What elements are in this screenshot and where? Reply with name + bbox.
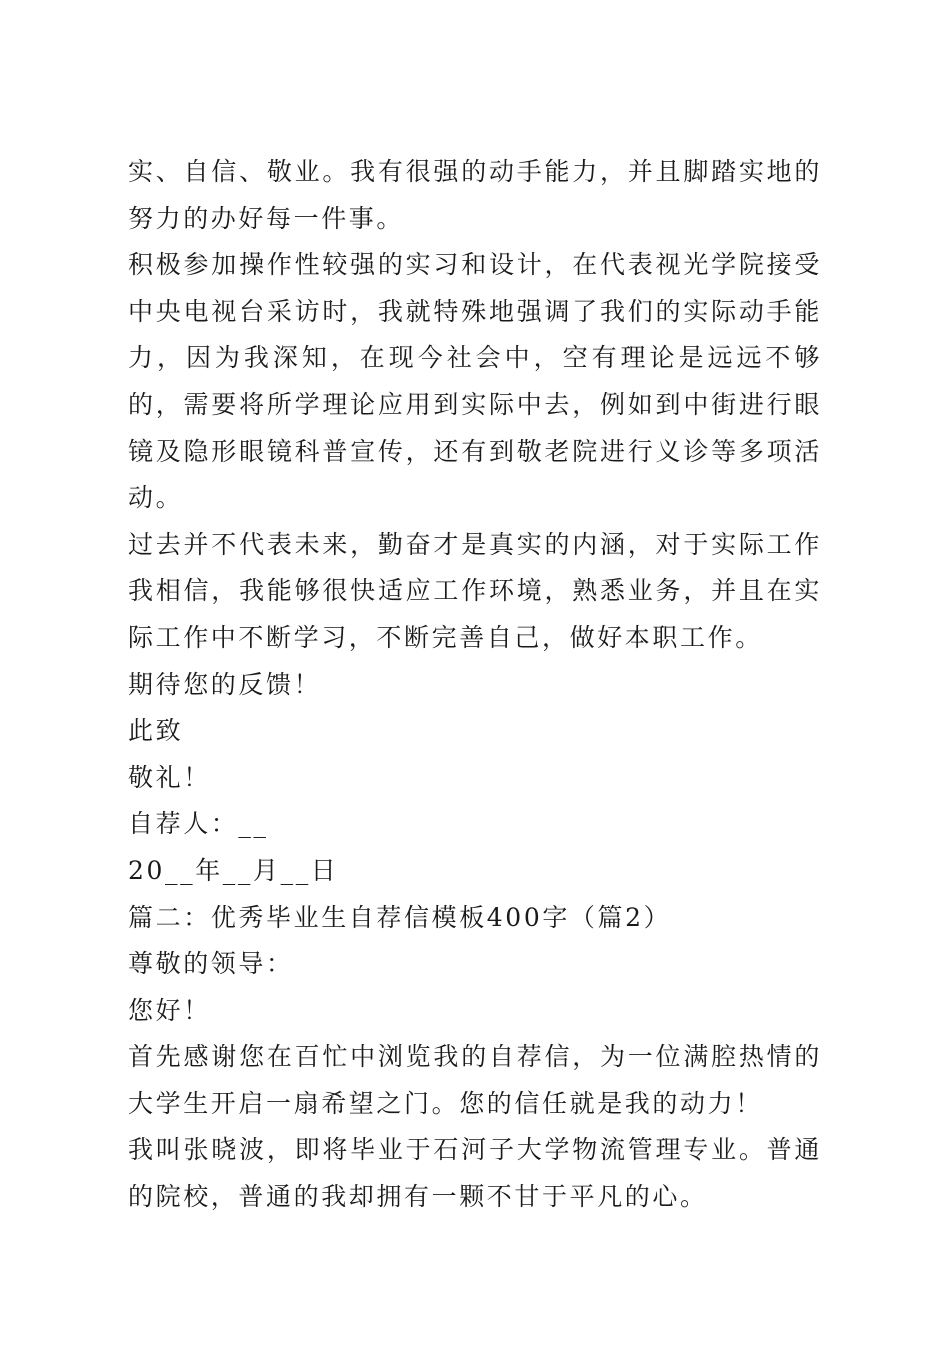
- paragraph-practice: 积极参加操作性较强的实习和设计，在代表视光学院接受中央电视台采访时，我就特殊地强调了我们的实际动手能力，因为我深知，在现今社会中，空有理论是远远不够的，需要将所学理论应用到实际中去，例如到中街进行眼镜及隐形眼镜科普宣传，还有到敬老院进行义诊等多项活动。: [128, 250, 822, 513]
- letter-body: [128, 149, 822, 1221]
- paragraph-future: 过去并不代表未来，勤奋才是真实的内涵，对于实际工作我相信，我能够很快适应工作环境，熟悉业务，并且在实际工作中不断学习，不断完善自己，做好本职工作。: [128, 529, 822, 652]
- signature-line: 自荐人：__: [128, 809, 269, 839]
- closing-expectation: 期待您的反馈！: [128, 669, 322, 699]
- section-heading: 篇二：优秀毕业生自荐信模板400字（篇2）: [128, 902, 672, 932]
- greeting-hello: 您好！: [128, 995, 211, 1025]
- greeting-recipient: 尊敬的领导：: [128, 949, 294, 979]
- paragraph-introduction: 我叫张晓波，即将毕业于石河子大学物流管理专业。普通的院校，普通的我却拥有一颗不甘于平凡的心。: [128, 1135, 822, 1212]
- closing-regards: 敬礼！: [128, 762, 211, 792]
- paragraph-continuation: 实、自信、敬业。我有很强的动手能力，并且脚踏实地的努力的办好每一件事。: [128, 157, 822, 233]
- closing-salutation: 此致: [128, 716, 184, 746]
- paragraph-thanks: 首先感谢您在百忙中浏览我的自荐信，为一位满腔热情的大学生开启一扇希望之门。您的信任就是我的动力！: [128, 1042, 822, 1118]
- date-line: 20__年__月__日: [128, 855, 339, 885]
